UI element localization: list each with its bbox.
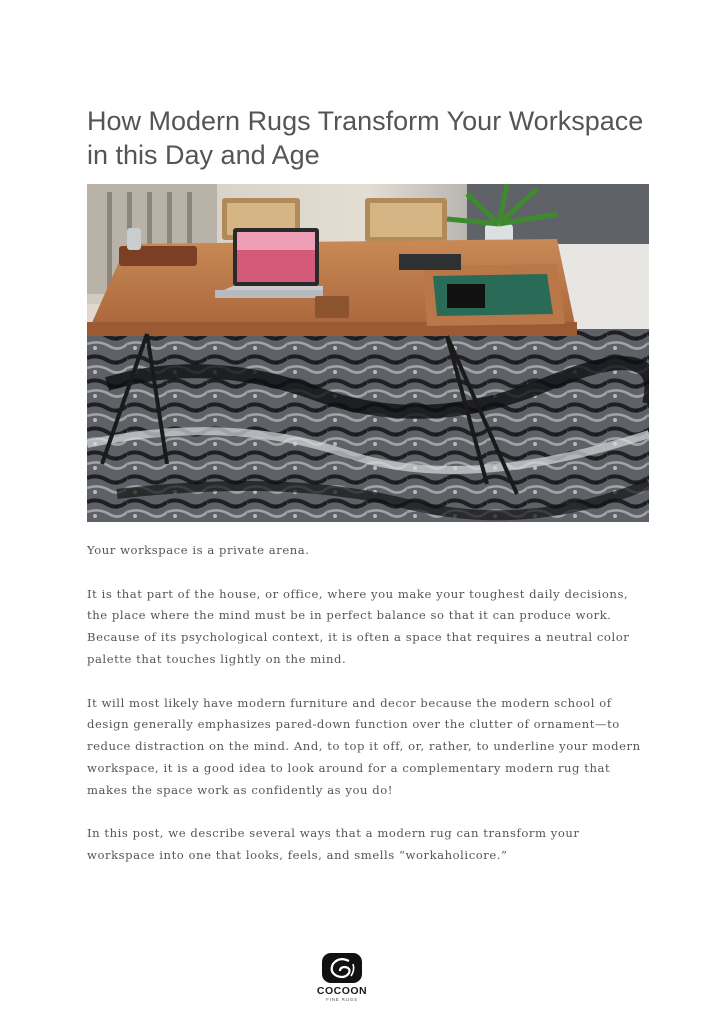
hero-photo-desk-on-rug <box>87 184 649 522</box>
article-body <box>87 540 647 889</box>
paragraph: It will most likely have modern furniture and decor because the modern school of design generally emphasizes pared-down function over the clutter of ornament—to reduce distraction on the mind. And, to top it off, or, rather, to underline your modern workspace, it is a good idea to look around for a complementary modern rug that makes the space work as confidently as you do! <box>87 695 641 797</box>
brand-logo <box>300 952 384 1008</box>
brand-tagline: FINE RUGS <box>326 997 358 1002</box>
brand-name: COCOON <box>316 985 368 997</box>
cocoon-swirl-icon <box>321 952 363 984</box>
paragraph: In this post, we describe several ways that a modern rug can transform your workspace into one that looks, feels, and smells “workaholicore.” <box>87 826 580 863</box>
article-title: How Modern Rugs Transform Your Workspace in this Day and Age <box>87 106 644 170</box>
paragraph: It is that part of the house, or office, where you make your toughest daily decisions, the place where the mind must be in perfect balance so that it can produce work. Because of its psychological context, it is often a space that requires a neutral color palette that touches lightly on the mind. <box>87 586 630 666</box>
paragraph: Your workspace is a private arena. <box>87 543 310 557</box>
